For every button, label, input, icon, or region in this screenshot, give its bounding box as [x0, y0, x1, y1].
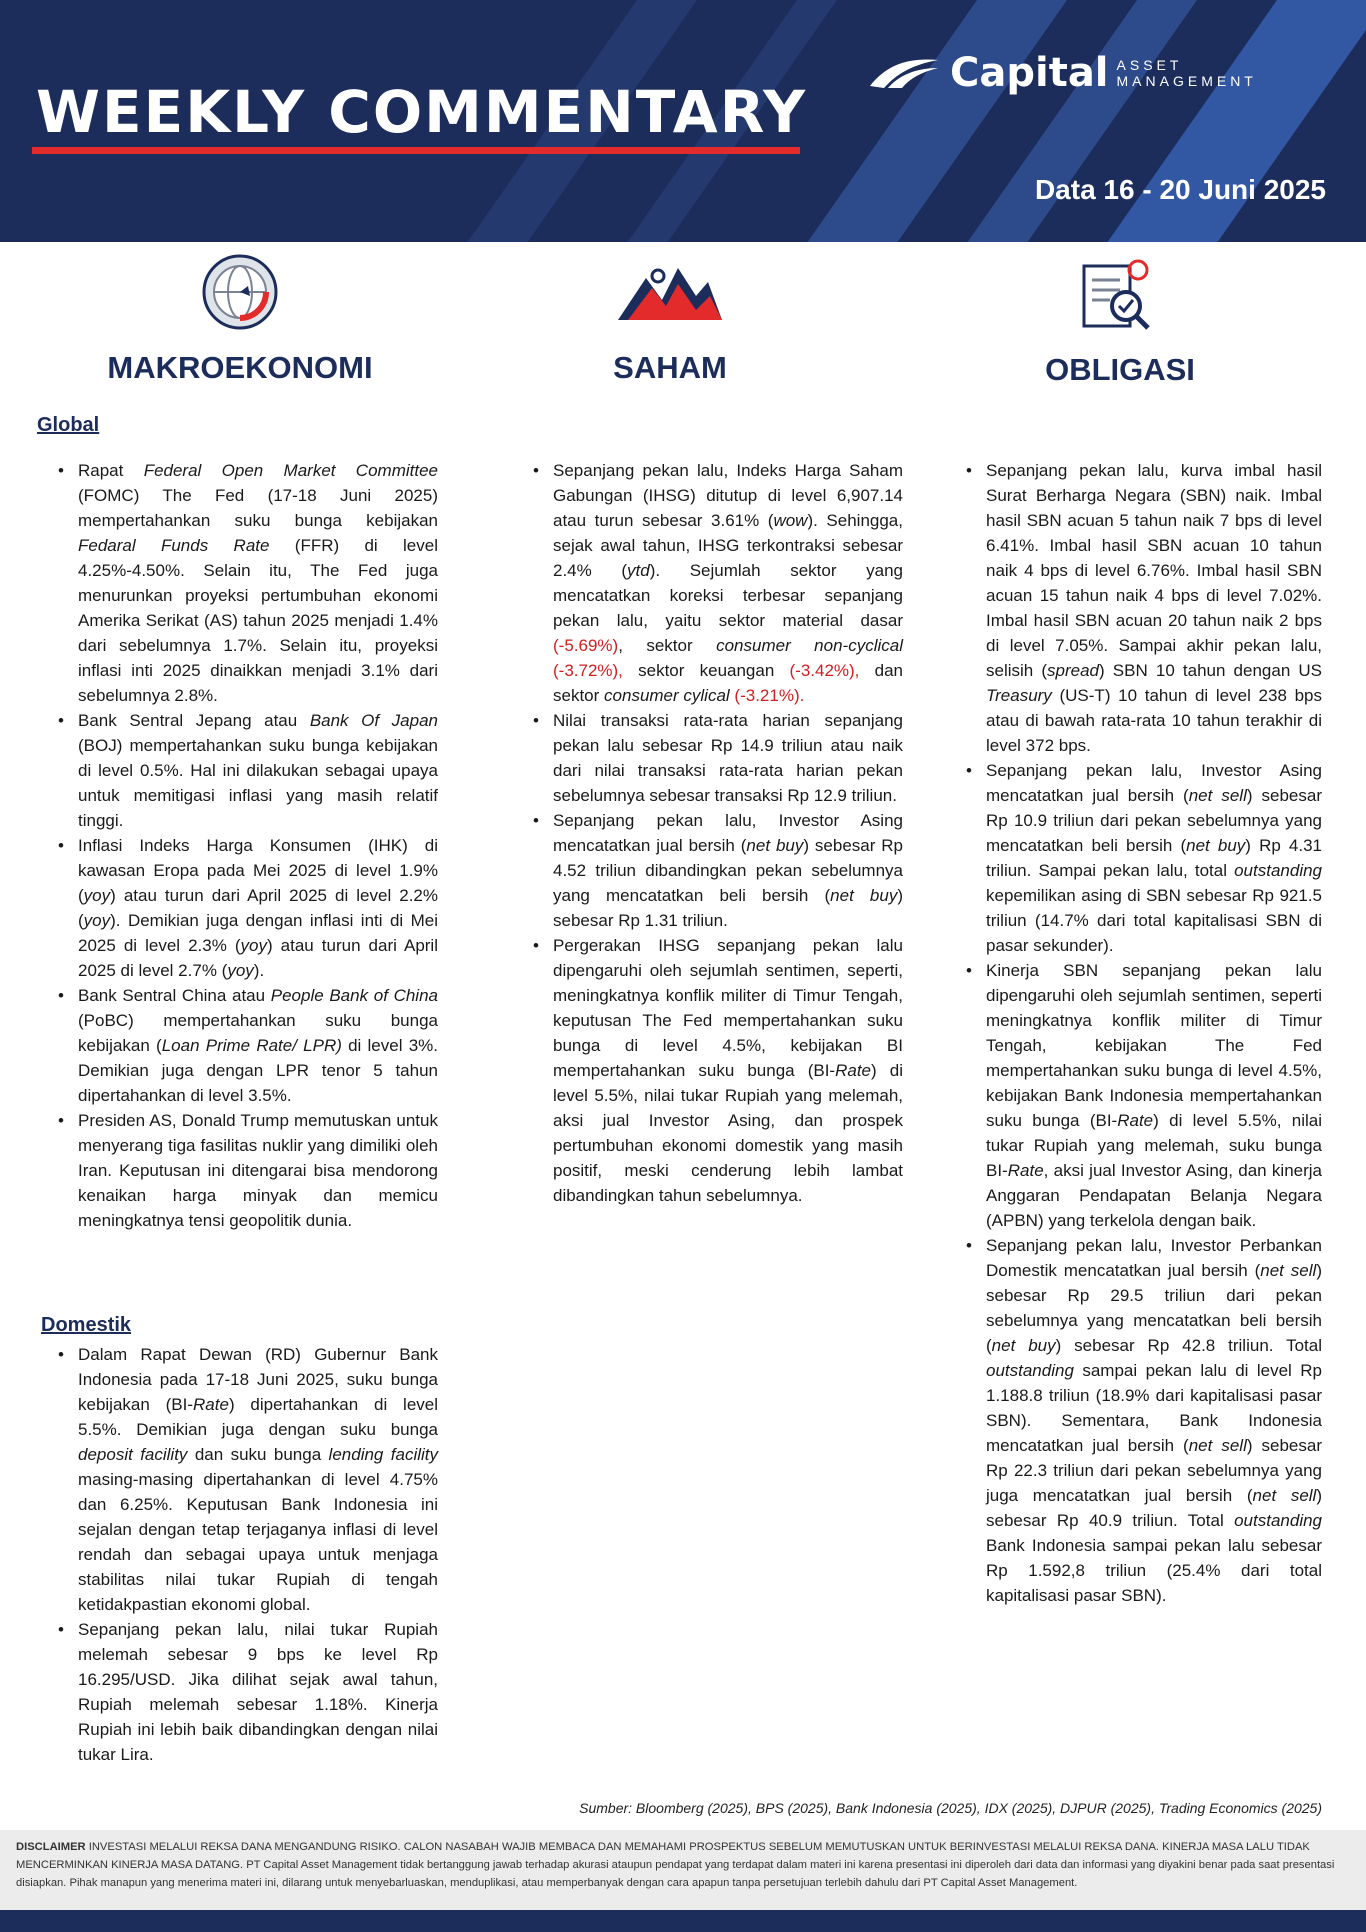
- emphasis-text: yoy: [83, 911, 111, 930]
- emphasis-text: outstanding: [986, 1361, 1074, 1380]
- bullet-item: • Bank Sentral China atau People Bank of China (PoBC) mempertahankan suku bunga kebijakan (Loan Prime Rate/ LPR) di level 3%. Demikian juga dengan LPR tenor 5 tahun dipertahankan di level 3.5%.: [78, 983, 438, 1108]
- emphasis-text: Treasury: [986, 686, 1052, 705]
- bullet-item: • Bank Sentral Jepang atau Bank Of Japan (BOJ) mempertahankan suku bunga kebijakan di level 0.5%. Hal ini dilakukan sebagai upaya untuk memitigasi inflasi yang masih relatif tinggi.: [78, 708, 438, 833]
- emphasis-text: Bank Of Japan: [309, 711, 438, 730]
- emphasis-text: deposit facility: [78, 1445, 188, 1464]
- disclaimer-body: INVESTASI MELALUI REKSA DANA MENGANDUNG RISIKO. CALON NASABAH WAJIB MEMBACA DAN MEMAHAMI PROSPEKTUS SEBELUM MEMUTUSKAN UNTUK BERINVESTASI MELALUI REKSA DANA. KINERJA MASA LALU TIDAK MENCERMINKAN KINERJA MASA DATANG. PT Capital Asset Management tidak bertanggung jawab terhadap akurasi ataupun pendapat yang terdapat dalam materi ini karena presentasi ini diperoleh dari data dan informasi yang diyakini benar pada saat presentasi disiapkan. Pihak manapun yang menerima materi ini, dilarang untuk menyebarluaskan, menduplikasi, atau memperbanyak dengan cara apapun tanpa persetujuan terlebih dahulu dari PT Capital Asset Management.: [16, 1841, 1335, 1889]
- disclaimer-text: [0, 1830, 1366, 1900]
- bullet-item: • Sepanjang pekan lalu, Investor Asing mencatatkan jual bersih (net buy) sebesar Rp 4.52 triliun dibandingkan pekan sebelumnya yang mencatatkan beli bersih (net buy) sebesar Rp 1.31 triliun.: [553, 808, 903, 933]
- emphasis-text: consumer cylical: [604, 686, 730, 705]
- column-title-obligasi: OBLIGASI: [1045, 352, 1195, 387]
- bullet-item: • Kinerja SBN sepanjang pekan lalu dipengaruhi oleh sejumlah sentimen, seperti meningkatnya konflik militer di Timur Tengah, kebijakan The Fed mempertahankan suku bunga di level 4.5%, kebijakan Bank Indonesia mempertahankan suku bunga (BI-Rate) di level 5.5%, nilai tukar Rupiah yang melemah, suku bunga BI-Rate, aksi jual Investor Asing, dan kinerja Anggaran Pendapatan Belanja Negara (APBN) yang terkelola dengan baik.: [986, 958, 1322, 1233]
- emphasis-text: net buy: [746, 836, 804, 855]
- bullet-item: • Sepanjang pekan lalu, Investor Perbankan Domestik mencatatkan jual bersih (net sell) sebesar Rp 29.5 triliun dari pekan sebelumnya yang mencatatkan beli bersih (net buy) sebesar Rp 42.8 triliun. Total outstanding sampai pekan lalu di level Rp 1.188.8 triliun (18.9% dari kapitalisasi pasar SBN). Sementara, Bank Indonesia mencatatkan jual bersih (net sell) sebesar Rp 22.3 triliun dari pekan sebelumnya yang juga mencatatkan jual bersih (net sell) sebesar Rp 40.9 triliun. Total outstanding Bank Indonesia sampai pekan lalu sebesar Rp 1.592,8 triliun (25.4% dari total kapitalisasi pasar SBN).: [986, 1233, 1322, 1608]
- emphasis-text: net buy: [991, 1336, 1056, 1355]
- logo-name: Capital: [950, 50, 1109, 96]
- emphasis-text: outstanding: [1234, 1511, 1322, 1530]
- emphasis-text: People Bank of China: [270, 986, 438, 1005]
- mountain-chart-icon: [618, 262, 722, 322]
- emphasis-text: Rate: [193, 1395, 229, 1414]
- saham-bullet-list: [553, 458, 903, 1208]
- globe-icon: [200, 252, 280, 332]
- emphasis-text: spread: [1047, 661, 1100, 680]
- obligasi-bullet-list: [986, 458, 1322, 1608]
- header-banner: [0, 0, 1366, 242]
- emphasis-text: net buy: [1186, 836, 1246, 855]
- logo-wing-icon: [868, 56, 940, 90]
- bullet-item: • Rapat Federal Open Market Committee (FOMC) The Fed (17-18 Juni 2025) mempertahankan suku bunga kebijakan Fedaral Funds Rate (FFR) di level 4.25%-4.50%. Selain itu, The Fed juga menurunkan proyeksi pertumbuhan ekonomi Amerika Serikat (AS) tahun 2025 menjadi 1.4% dari sebelumnya 1.7%. Selain itu, proyeksi inflasi inti 2025 dinaikkan menjadi 3.1% dari sebelumnya 2.8%.: [78, 458, 438, 708]
- bullet-item: • Presiden AS, Donald Trump memutuskan untuk menyerang tiga fasilitas nuklir yang dimiliki oleh Iran. Keputusan ini ditengarai bisa mendorong kenaikan harga minyak dan memicu meningkatnya tensi geopolitik dunia.: [78, 1108, 438, 1233]
- emphasis-text: Fedaral Funds Rate: [78, 536, 270, 555]
- emphasis-text: Rate: [835, 1061, 872, 1080]
- emphasis-text: yoy: [83, 886, 111, 905]
- bullet-item: • Sepanjang pekan lalu, Investor Asing mencatatkan jual bersih (net sell) sebesar Rp 10.9 triliun dari pekan sebelumnya yang mencatatkan beli bersih (net buy) Rp 4.31 triliun. Sampai pekan lalu, total outstanding kepemilikan asing di SBN sebesar Rp 921.5 triliun (14.7% dari total kapitalisasi SBN di pasar sekunder).: [986, 758, 1322, 958]
- emphasis-text: Federal Open Market Committee: [143, 461, 438, 480]
- emphasis-text: net sell: [1260, 1261, 1317, 1280]
- emphasis-text: yoy: [227, 961, 254, 980]
- footer-bar: [0, 1910, 1366, 1932]
- negative-change: (-3.42%),: [789, 661, 860, 680]
- logo-subtitle: [1117, 57, 1257, 89]
- disclaimer-label: DISCLAIMER: [16, 1841, 86, 1853]
- negative-change: (-3.21%).: [734, 686, 805, 705]
- emphasis-text: Rate: [1007, 1161, 1044, 1180]
- global-bullet-list: [78, 458, 438, 1233]
- logo-sub-line1: ASSET: [1116, 57, 1183, 73]
- emphasis-text: net sell: [1252, 1486, 1317, 1505]
- negative-change: (-5.69%): [553, 636, 619, 655]
- bullet-item: • Sepanjang pekan lalu, Indeks Harga Saham Gabungan (IHSG) ditutup di level 6,907.14 atau turun sebesar 3.61% (wow). Sehingga, sejak awal tahun, IHSG terkontraksi sebesar 2.4% (ytd). Sejumlah sektor yang mencatatkan koreksi terbesar sepanjang pekan lalu, yaitu sektor material dasar (-5.69%), sektor consumer non-cyclical (-3.72%), sektor keuangan (-3.42%), dan sektor consumer cylical (-3.21%).: [553, 458, 903, 708]
- source-note: Sumber: Bloomberg (2025), BPS (2025), Bank Indonesia (2025), IDX (2025), DJPUR (2025), Trading Economics (2025): [579, 1800, 1322, 1816]
- emphasis-text: consumer non-cyclical: [716, 636, 903, 655]
- section-title-domestik: Domestik: [41, 1314, 132, 1336]
- emphasis-text: Loan Prime Rate/ LPR): [161, 1036, 342, 1055]
- emphasis-text: net buy: [830, 886, 898, 905]
- document-analysis-icon: [1080, 256, 1164, 334]
- emphasis-text: net sell: [1188, 786, 1247, 805]
- disclaimer-box: [0, 1830, 1366, 1910]
- logo-sub-line2: MANAGEMENT: [1116, 73, 1257, 89]
- column-title-saham: SAHAM: [613, 350, 727, 385]
- bullet-item: • Dalam Rapat Dewan (RD) Gubernur Bank Indonesia pada 17-18 Juni 2025, suku bunga kebijakan (BI-Rate) dipertahankan di level 5.5%. Demikian juga dengan suku bunga deposit facility dan suku bunga lending facility masing-masing dipertahankan di level 4.75% dan 6.25%. Keputusan Bank Indonesia ini sejalan dengan tetap terjaganya inflasi di level rendah dan sebagai upaya untuk menjaga stabilitas nilai tukar Rupiah di tengah ketidakpastian ekonomi global.: [78, 1342, 438, 1617]
- negative-change: (-3.72%),: [553, 661, 623, 680]
- emphasis-text: net sell: [1188, 1436, 1247, 1455]
- column-title-makroekonomi: MAKROEKONOMI: [107, 350, 373, 385]
- emphasis-text: Rate: [1117, 1111, 1154, 1130]
- emphasis-text: outstanding: [1234, 861, 1322, 880]
- emphasis-text: ytd: [627, 561, 650, 580]
- domestik-bullet-list: [78, 1342, 438, 1767]
- bullet-item: • Inflasi Indeks Harga Konsumen (IHK) di kawasan Eropa pada Mei 2025 di level 1.9% (yoy) atau turun dari April 2025 di level 2.2% (yoy). Demikian juga dengan inflasi inti di Mei 2025 di level 2.3% (yoy) atau turun dari April 2025 di level 2.7% (yoy).: [78, 833, 438, 983]
- bullet-item: • Sepanjang pekan lalu, nilai tukar Rupiah melemah sebesar 9 bps ke level Rp 16.295/USD. Jika dilihat sejak awal tahun, Rupiah melemah sebesar 1.18%. Kinerja Rupiah ini lebih baik dibandingkan dengan nilai tukar Lira.: [78, 1617, 438, 1767]
- title-underline: [32, 147, 800, 154]
- bullet-item: • Sepanjang pekan lalu, kurva imbal hasil Surat Berharga Negara (SBN) naik. Imbal hasil SBN acuan 5 tahun naik 7 bps di level 6.41%. Imbal hasil SBN acuan 10 tahun naik 4 bps di level 6.76%. Imbal hasil SBN acuan 15 tahun naik 4 bps di level 7.02%. Imbal hasil SBN acuan 20 tahun naik 2 bps di level 7.05%. Sampai akhir pekan lalu, selisih (spread) SBN 10 tahun dengan US Treasury (US-T) 10 tahun di level 238 bps atau di bawah rata-rata 10 tahun terakhir di level 372 bps.: [986, 458, 1322, 758]
- emphasis-text: lending facility: [328, 1445, 438, 1464]
- emphasis-text: yoy: [240, 936, 267, 955]
- bullet-item: • Nilai transaksi rata-rata harian sepanjang pekan lalu sebesar Rp 14.9 triliun atau naik dari nilai transaksi rata-rata harian pekan sebelumnya sebesar transaksi Rp 12.9 triliun.: [553, 708, 903, 808]
- bullet-item: • Pergerakan IHSG sepanjang pekan lalu dipengaruhi oleh sejumlah sentimen, seperti, meningkatnya konflik militer di Timur Tengah, keputusan The Fed mempertahankan suku bunga di level 4.5%, kebijakan BI mempertahankan suku bunga (BI-Rate) di level 5.5%, nilai tukar Rupiah yang melemah, aksi jual Investor Asing, dan prospek pertumbuhan ekonomi domestik yang masih positif, meski cenderung lebih lambat dibandingkan tahun sebelumnya.: [553, 933, 903, 1208]
- page-title: WEEKLY COMMENTARY: [36, 78, 808, 146]
- section-title-global: Global: [37, 414, 100, 436]
- report-date: Data 16 - 20 Juni 2025: [1034, 174, 1326, 205]
- emphasis-text: wow: [773, 511, 808, 530]
- company-logo: [868, 50, 1257, 96]
